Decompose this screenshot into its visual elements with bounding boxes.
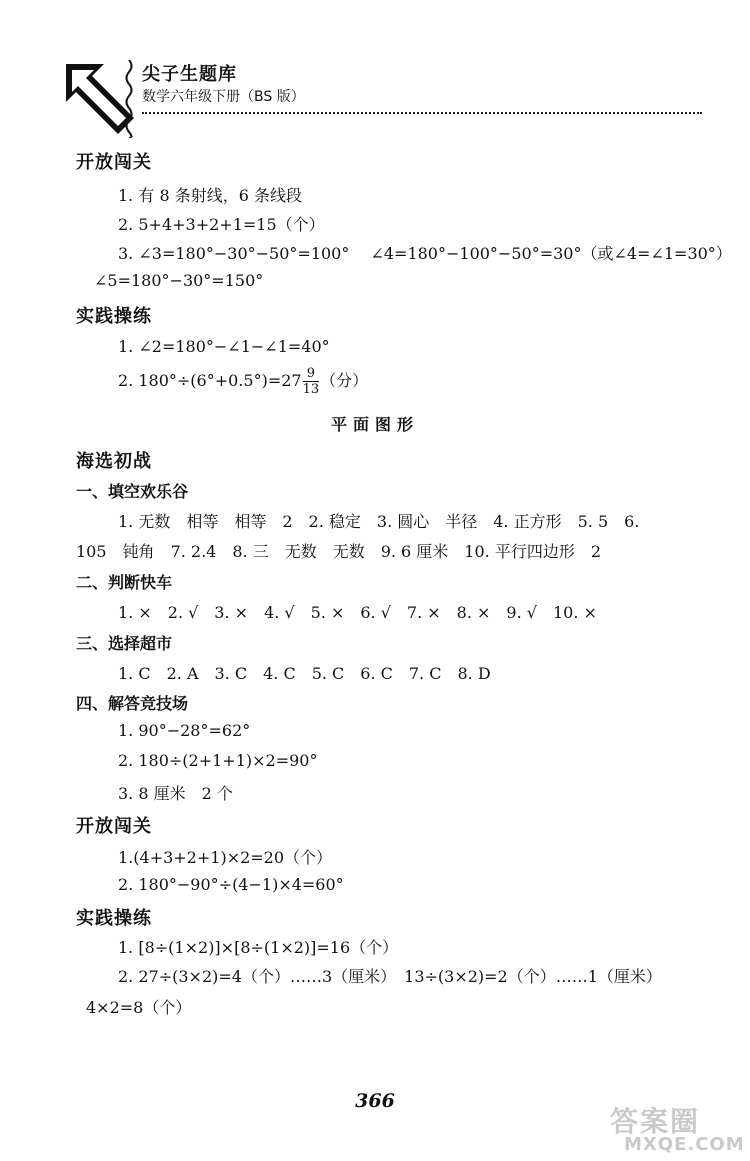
answer-line-fraction <box>118 366 368 397</box>
subsection-heading: 四、解答竞技场 <box>76 694 189 713</box>
answer-line: 1. 无数 相等 相等 2 2. 稳定 3. 圆心 半径 4. 正方形 5. 5 6. <box>118 512 640 531</box>
watermark-url: MXQE.COM <box>624 1134 745 1155</box>
chapter-title: 平面图形 <box>330 415 419 434</box>
answer-line: 1.(4+3+2+1)×2=20（个） <box>118 848 333 867</box>
book-title: 尖子生题库 <box>142 64 237 85</box>
header-divider <box>142 112 702 114</box>
fraction-denominator: 13 <box>302 382 320 397</box>
section-heading: 开放闯关 <box>76 816 152 837</box>
wave-divider-icon <box>124 60 134 138</box>
section-heading: 海选初战 <box>76 451 152 472</box>
book-subtitle: 数学六年级下册（BS 版） <box>142 89 305 105</box>
watermark-logo <box>600 1100 745 1158</box>
answer-line: 105 钝角 7. 2.4 8. 三 无数 无数 9. 6 厘米 10. 平行四边形 2 <box>76 542 602 561</box>
answer-line: 1. 90°−28°=62° <box>118 721 251 740</box>
fraction <box>303 366 320 397</box>
answer-line: 1. ∠2=180°−∠1−∠1=40° <box>118 337 330 356</box>
page-number: 366 <box>355 1090 395 1112</box>
fraction-suffix: （分） <box>320 371 369 390</box>
subsection-heading: 一、填空欢乐谷 <box>76 482 189 501</box>
section-heading: 实践操练 <box>76 908 152 929</box>
answer-line: 1. C 2. A 3. C 4. C 5. C 6. C 7. C 8. D <box>118 664 491 683</box>
subsection-heading: 三、选择超市 <box>76 634 173 653</box>
section-heading: 开放闯关 <box>76 152 152 173</box>
fraction-numerator: 9 <box>303 366 320 382</box>
answer-line: 2. 180÷(2+1+1)×2=90° <box>118 751 318 770</box>
answer-line: 2. 27÷(3×2)=4（个）……3（厘米） 13÷(3×2)=2（个）……1（厘米） <box>118 967 662 986</box>
answer-line: 4×2=8（个） <box>86 998 192 1017</box>
answer-line: ∠5=180°−30°=150° <box>94 271 264 290</box>
section-heading: 实践操练 <box>76 306 152 327</box>
watermark-text: 答案圈 <box>610 1105 701 1138</box>
answer-line: 2. 180°−90°÷(4−1)×4=60° <box>118 875 344 894</box>
subsection-heading: 二、判断快车 <box>76 573 173 592</box>
fraction-prefix: 2. 180°÷(6°+0.5°)=27 <box>118 371 302 390</box>
answer-line: 3. 8 厘米 2 个 <box>118 784 233 803</box>
answer-line: 1. × 2. √ 3. × 4. √ 5. × 6. √ 7. × 8. × 9. √ 10. × <box>118 603 597 622</box>
answer-line: 3. ∠3=180°−30°−50°=100° ∠4=180°−100°−50°=30°（或∠4=∠1=30°） <box>118 244 732 263</box>
answer-line: 1. 有 8 条射线，6 条线段 <box>118 186 302 205</box>
answer-line: 1. [8÷(1×2)]×[8÷(1×2)]=16（个） <box>118 938 399 957</box>
answer-line: 2. 5+4+3+2+1=15（个） <box>118 215 325 234</box>
